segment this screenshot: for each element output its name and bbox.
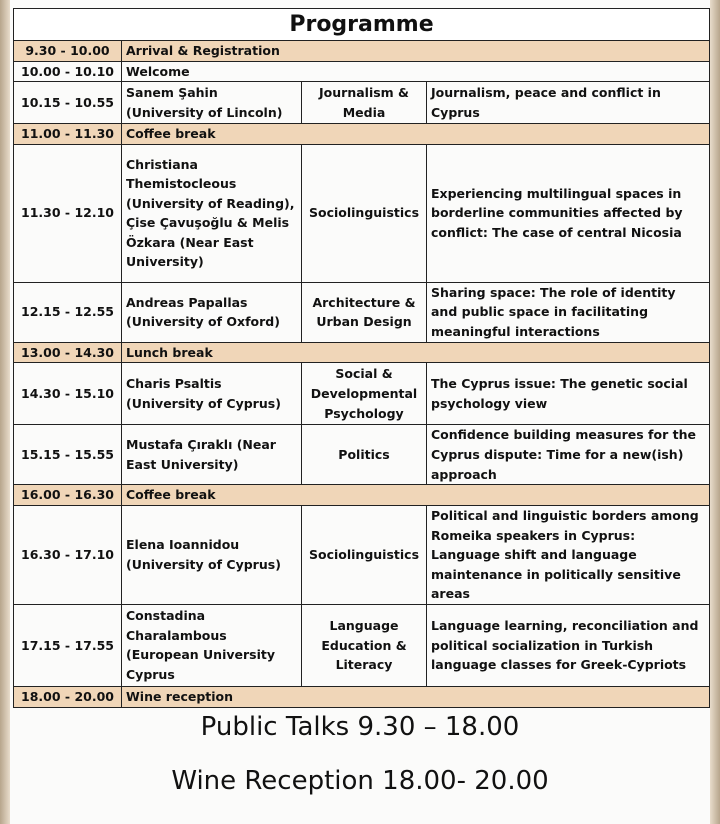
talk-title-cell: The Cyprus issue: The genetic social psychology view — [427, 363, 710, 425]
discipline-cell: Politics — [302, 425, 427, 485]
programme-title-row — [14, 9, 710, 41]
time-slot: 15.15 - 15.55 — [14, 425, 122, 485]
public-talks-line: Public Talks 9.30 – 18.00 — [200, 712, 520, 742]
discipline-cell: Sociolinguistics — [302, 144, 427, 282]
session-label: Wine reception — [122, 686, 710, 707]
session-label: Welcome — [122, 61, 710, 82]
talk-title-cell: Sharing space: The role of identity and public space in facilitating meaningful interactions — [427, 282, 710, 342]
schedule-row-break — [14, 342, 710, 363]
speaker-cell: Sanem Şahin (University of Lincoln) — [122, 82, 302, 124]
time-slot: 10.00 - 10.10 — [14, 61, 122, 82]
schedule-row-welcome — [14, 61, 710, 82]
time-slot: 18.00 - 20.00 — [14, 686, 122, 707]
discipline-cell: Architecture & Urban Design — [302, 282, 427, 342]
time-slot: 17.15 - 17.55 — [14, 604, 122, 686]
discipline-cell: Social & Developmental Psychology — [302, 363, 427, 425]
discipline-cell: Journalism & Media — [302, 82, 427, 124]
schedule-row-talk — [14, 425, 710, 485]
session-label: Arrival & Registration — [122, 41, 710, 62]
talk-title-cell: Journalism, peace and conflict in Cyprus — [427, 82, 710, 124]
time-slot: 16.00 - 16.30 — [14, 485, 122, 506]
discipline-cell: Sociolinguistics — [302, 505, 427, 604]
schedule-row-break — [14, 124, 710, 145]
time-slot: 10.15 - 10.55 — [14, 82, 122, 124]
session-label: Coffee break — [122, 485, 710, 506]
schedule-row-talk — [14, 604, 710, 686]
session-label: Coffee break — [122, 124, 710, 145]
time-slot: 13.00 - 14.30 — [14, 342, 122, 363]
session-label: Lunch break — [122, 342, 710, 363]
talk-title-cell: Confidence building measures for the Cyprus dispute: Time for a new(ish) approach — [427, 425, 710, 485]
photo-frame-left — [0, 0, 10, 824]
speaker-cell: Christiana Themistocleous (University of Reading), Çise Çavuşoğlu & Melis Özkara (Near East University) — [122, 144, 302, 282]
schedule-row-break — [14, 485, 710, 506]
speaker-cell: Elena Ioannidou (University of Cyprus) — [122, 505, 302, 604]
time-slot: 16.30 - 17.10 — [14, 505, 122, 604]
time-slot: 12.15 - 12.55 — [14, 282, 122, 342]
schedule-row-talk — [14, 363, 710, 425]
speaker-cell: Constadina Charalambous (European University Cyprus — [122, 604, 302, 686]
wine-reception-line: Wine Reception 18.00- 20.00 — [171, 766, 549, 796]
talk-title-cell: Political and linguistic borders among Romeika speakers in Cyprus: Language shift and language maintenance in politically sensitive areas — [427, 505, 710, 604]
photo-frame-right — [710, 0, 720, 824]
schedule-row-talk — [14, 144, 710, 282]
speaker-cell: Andreas Papallas (University of Oxford) — [122, 282, 302, 342]
schedule-row-talk — [14, 505, 710, 604]
speaker-cell: Mustafa Çıraklı (Near East University) — [122, 425, 302, 485]
time-slot: 11.30 - 12.10 — [14, 144, 122, 282]
schedule-row-break — [14, 686, 710, 707]
schedule-row-talk — [14, 282, 710, 342]
schedule-row-break — [14, 41, 710, 62]
talk-title-cell: Experiencing multilingual spaces in borderline communities affected by conflict: The case of central Nicosia — [427, 144, 710, 282]
time-slot: 9.30 - 10.00 — [14, 41, 122, 62]
speaker-cell: Charis Psaltis (University of Cyprus) — [122, 363, 302, 425]
programme-title: Programme — [14, 9, 710, 41]
talk-title-cell: Language learning, reconciliation and political socialization in Turkish language classes for Greek-Cypriots — [427, 604, 710, 686]
discipline-cell: Language Education & Literacy — [302, 604, 427, 686]
time-slot: 14.30 - 15.10 — [14, 363, 122, 425]
time-slot: 11.00 - 11.30 — [14, 124, 122, 145]
programme-table — [13, 8, 710, 708]
schedule-row-talk — [14, 82, 710, 124]
